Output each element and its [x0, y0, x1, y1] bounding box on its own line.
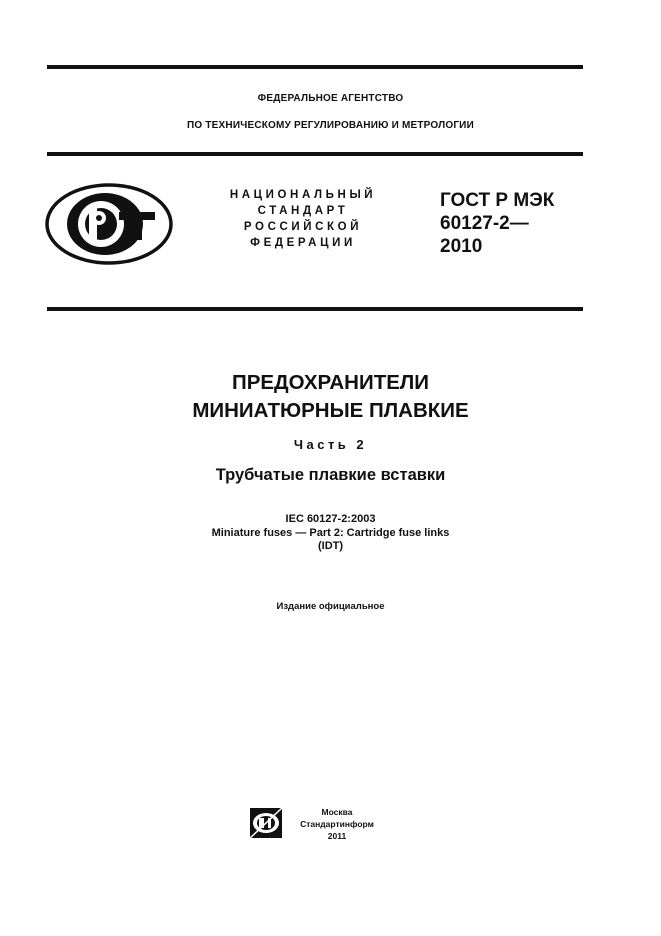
gost-line-3: 2010	[440, 236, 483, 257]
iec-reference	[0, 513, 661, 554]
publisher-city: Москва	[321, 807, 353, 817]
national-line-3: РОССИЙСКОЙ	[243, 221, 363, 233]
national-line-1: НАЦИОНАЛЬНЫЙ	[229, 189, 377, 201]
publisher-info	[292, 806, 382, 842]
gost-line-1: ГОСТ Р МЭК	[440, 190, 555, 211]
header-bottom-rule	[47, 152, 583, 156]
national-line-4: ФЕДЕРАЦИИ	[250, 237, 356, 249]
gost-line-2: 60127-2—	[440, 213, 529, 234]
agency-name-line1: ФЕДЕРАЛЬНОЕ АГЕНТСТВО	[257, 93, 404, 104]
national-line-2: СТАНДАРТ	[257, 205, 349, 217]
top-rule	[47, 65, 583, 69]
iec-code: IEC 60127-2:2003	[285, 513, 376, 525]
part-label: Часть 2	[293, 437, 368, 452]
rst-logo-icon	[45, 183, 173, 265]
iec-idt: (IDT)	[317, 540, 344, 552]
title-line-1: ПРЕДОХРАНИТЕЛИ	[231, 371, 430, 394]
agency-name-line2: ПО ТЕХНИЧЕСКОМУ РЕГУЛИРОВАНИЮ И МЕТРОЛОГИИ	[187, 120, 474, 131]
national-standard-label	[205, 187, 401, 251]
title-line-2: МИНИАТЮРНЫЕ ПЛАВКИЕ	[192, 399, 469, 422]
publisher-name: Стандартинформ	[300, 819, 374, 829]
edition-label: Издание официальное	[276, 601, 385, 612]
iec-english-title: Miniature fuses — Part 2: Cartridge fuse links	[211, 526, 450, 539]
document-subtitle: Трубчатые плавкие вставки	[215, 466, 446, 484]
gost-designation	[440, 189, 554, 258]
standard-block-bottom-rule	[47, 307, 583, 311]
standartinform-logo-icon	[247, 806, 285, 840]
publisher-year: 2011	[327, 831, 347, 841]
document-title	[0, 369, 661, 425]
